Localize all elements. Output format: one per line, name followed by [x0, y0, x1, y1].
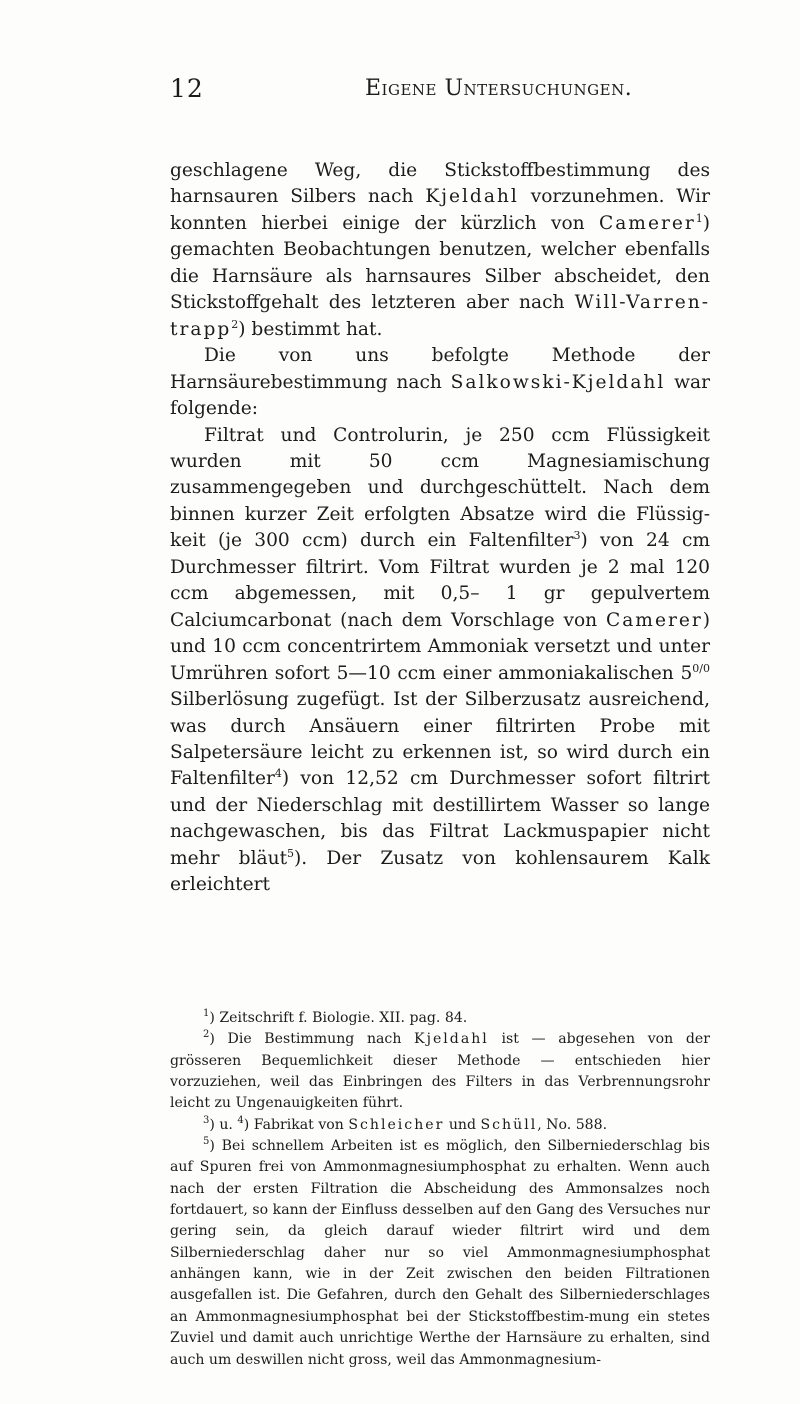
- author-name: Camerer: [606, 609, 703, 631]
- footnote-mark: 4: [237, 1114, 244, 1126]
- footnote-text: und: [444, 1116, 481, 1133]
- footnote-text: ) Bei schnellem Arbeiten ist es möglich, den Silberniederschlag bis auf Spuren frei von Ammonmagnesiumphosphat zu erhalten. Wenn auch nach der ersten Filtration die Abscheidung des Ammonsalzes noch fortdauert, so kann der Einfluss desselben auf den Gang des Versuches nur gering sein, da gleich darauf wieder filtrirt wird und dem Silberniederschlag daher nur so viel Ammonmagnesiumphosphat anhängen kann, wie in der Zeit zwischen den beiden Filtrationen ausgefallen ist. Die Gefahren, durch den Gehalt des Silberniederschlages an Ammonmagnesiumphosphat bei der Stickstoffbestim-mung ein stetes Zuviel und damit auch unrichtige Werthe der Harnsäure zu erhalten, sind auch um deswillen nicht gross, weil das Ammonmagnesium-: [170, 1138, 710, 1368]
- footnote-3-4: [170, 1115, 710, 1136]
- footnote-text: ist — abgesehen von der grösseren Bequemlichkeit dieser Methode — entschieden hier vorzuziehen, weil das Einbringen des Filters in das Verbrennungsrohr leicht zu Ungenauigkeiten führt.: [170, 1031, 710, 1112]
- text-run: ) und 10 ccm concentrirtem Ammoniak versetzt und unter Umrühren sofort 5—10 ccm einer ammoniakalischen 5: [170, 609, 710, 684]
- footnote-text: ) Fabrikat von: [243, 1116, 349, 1133]
- author-name: Kjeldahl: [425, 186, 519, 208]
- footnote-ref: 3: [573, 529, 581, 543]
- text-run: vorzunehmen. Wir konnten hierbei einige der kürzlich von: [170, 186, 710, 234]
- author-name: Schüll: [480, 1116, 538, 1133]
- text-run: ) von 12,52 cm Durchmesser sofort filtrirt und der Niederschlag mit destillirtem Wasser so lange nachgewaschen, bis das Filtrat Lackmuspapier nicht mehr bläut: [170, 768, 710, 869]
- footnote-mark: 2: [203, 1029, 210, 1041]
- footnote-ref: 5: [287, 846, 295, 860]
- author-name: Camerer: [599, 212, 696, 234]
- paragraph-3: [170, 423, 710, 899]
- text-run: ) gemachten Beobachtungen benutzen, welcher ebenfalls die Harnsäure als harnsaures Silber abscheidet, den Stickstoffgehalt des letzteren aber nach: [170, 212, 710, 314]
- footnote-mark: 3: [203, 1114, 210, 1126]
- footnote-5: [170, 1136, 710, 1371]
- paragraph-2: [170, 343, 710, 422]
- footnote-ref: 4: [274, 767, 282, 781]
- footnotes: [170, 1008, 710, 1371]
- footnote-1: [170, 1008, 710, 1029]
- author-name: Kjeldahl: [414, 1031, 489, 1048]
- page-header: [170, 74, 710, 114]
- percent-sign-superscript: 0/0: [692, 661, 710, 675]
- author-name: Schleicher: [348, 1116, 445, 1133]
- text-run: war folgende:: [170, 371, 710, 420]
- text-run: ) von 24 cm Durchmesser filtrirt. Vom Filtrat wurden je 2 mal 120 ccm abgemessen, mit 0,5– 1 gr gepulvertem Calciumcarbonat (nach dem Vorschlage von: [170, 530, 710, 631]
- text-run: ) bestimmt hat.: [238, 318, 383, 340]
- text-run: geschlagene Weg, die Stickstoffbestimmung des harnsauren Silbers nach: [170, 160, 710, 208]
- text-run: ). Der Zusatz von kohlensaurem Kalk erleichtert: [170, 847, 710, 896]
- paragraph-1: [170, 158, 710, 343]
- footnote-mark: 5: [203, 1136, 210, 1148]
- footnote-mark: 1: [203, 1008, 210, 1019]
- running-head: Eigene Untersuchungen.: [365, 76, 633, 101]
- text-run: Silberlösung zugefügt. Ist der Silberzusatz ausreichend, was durch Ansäuern einer filtrirten Probe mit Salpetersäure leicht zu erkennen ist, so wird durch ein Faltenfilter: [170, 689, 710, 790]
- main-text: [170, 158, 710, 899]
- author-name: Salkowski-Kjeldahl: [450, 371, 666, 393]
- footnote-ref: 2: [231, 317, 239, 331]
- text-run: Filtrat und Controlurin, je 250 ccm Flüssigkeit wurden mit 50 ccm Magnesiamischung zusammengegeben und durchgeschüttelt. Nach dem binnen kurzer Zeit erfolgten Absatze wird die Flüssig-keit (je 300 ccm) durch ein Faltenfilter: [170, 424, 710, 552]
- footnote-text: , No. 588.: [537, 1116, 608, 1133]
- author-name: Will-Varren-trapp: [170, 292, 710, 340]
- footnote-text: ) Zeitschrift f. Biologie. XII. pag. 84.: [209, 1010, 468, 1026]
- footnote-ref: 1: [695, 211, 703, 225]
- footnote-text: ) Die Bestimmung nach: [209, 1031, 415, 1048]
- text-run: Die von uns befolgte Methode der Harnsäurebestimmung nach: [170, 345, 710, 393]
- footnote-2: [170, 1029, 710, 1114]
- page-number: 12: [170, 74, 204, 103]
- footnote-text: ) u.: [209, 1116, 238, 1133]
